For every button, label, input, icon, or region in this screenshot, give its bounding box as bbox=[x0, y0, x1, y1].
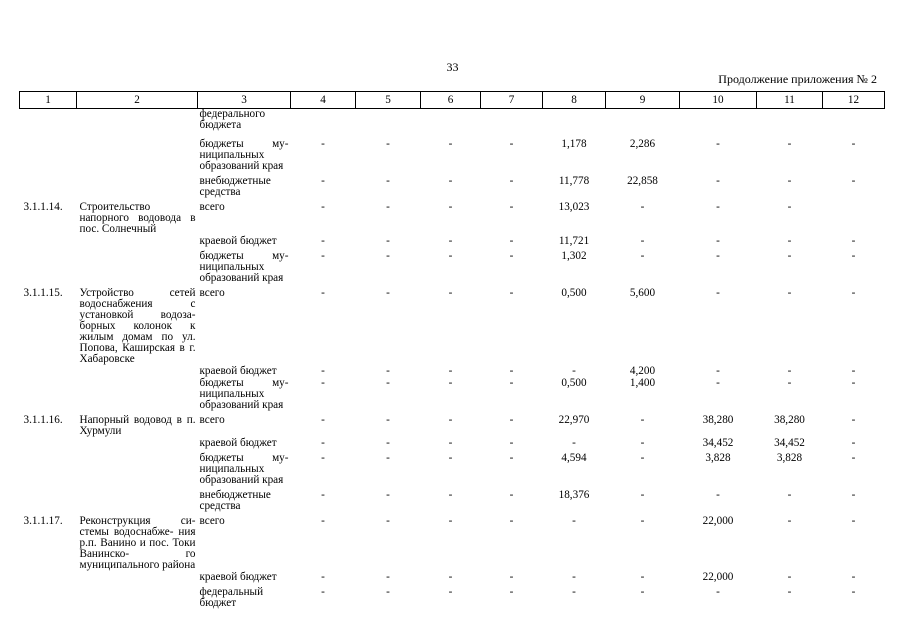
value-cell-col-6: - bbox=[448, 437, 453, 449]
value-cell-col-7: - bbox=[509, 201, 514, 213]
value-cell-col-12: - bbox=[851, 515, 856, 527]
value-cell-col-10: 22,000 bbox=[702, 515, 734, 527]
item-name bbox=[77, 172, 198, 198]
item-code bbox=[20, 235, 77, 247]
item-code bbox=[20, 247, 77, 284]
column-header-5: 5 bbox=[356, 92, 421, 109]
item-code bbox=[20, 486, 77, 512]
value-cell-col-11 bbox=[757, 109, 823, 132]
value-cell-col-8: 1,302 bbox=[561, 250, 587, 262]
value-cell-col-6: - bbox=[448, 452, 453, 464]
table-row bbox=[20, 486, 885, 512]
value-cell-col-12: - bbox=[851, 571, 856, 583]
table-row bbox=[20, 198, 885, 235]
value-cell-col-11: - bbox=[787, 489, 792, 501]
value-cell-col-10: - bbox=[716, 287, 720, 299]
value-cell-col-8: 18,376 bbox=[558, 489, 590, 501]
value-cell-col-11: - bbox=[787, 515, 792, 527]
value-cell-col-6: - bbox=[448, 489, 453, 501]
value-cell-col-11: - bbox=[787, 287, 792, 299]
value-cell-col-7: - bbox=[509, 235, 514, 247]
table-body bbox=[20, 109, 885, 610]
value-cell-col-6: - bbox=[448, 235, 453, 247]
funding-source: всего bbox=[199, 414, 225, 426]
value-cell-col-7: - bbox=[509, 250, 514, 262]
value-cell-col-5: - bbox=[386, 452, 390, 464]
value-cell-col-4: - bbox=[321, 452, 325, 464]
value-cell-col-6: - bbox=[448, 414, 453, 426]
column-header-3: 3 bbox=[198, 92, 291, 109]
value-cell-col-5 bbox=[356, 109, 421, 132]
value-cell-col-9: - bbox=[640, 489, 645, 501]
value-cell-col-5: - bbox=[386, 175, 390, 187]
item-name: Строительство напорного водовода в пос. Солнечный bbox=[79, 201, 196, 235]
value-cell-col-9: - bbox=[640, 437, 645, 449]
value-cell-col-11: 38,280 bbox=[774, 414, 805, 426]
funding-source: федерального бюджета bbox=[199, 108, 266, 131]
value-cell-col-5: - bbox=[386, 489, 390, 501]
value-cell-col-4: - bbox=[321, 201, 325, 213]
value-cell-col-12: - bbox=[851, 377, 856, 389]
item-name bbox=[77, 449, 198, 486]
item-code bbox=[20, 172, 77, 198]
value-cell-col-10: - bbox=[716, 365, 720, 377]
value-cell-col-9: 2,286 bbox=[629, 138, 656, 150]
column-header-4: 4 bbox=[291, 92, 356, 109]
item-code: 3.1.1.14. bbox=[23, 201, 63, 213]
value-cell-col-7: - bbox=[509, 437, 514, 449]
value-cell-col-11: - bbox=[787, 365, 792, 377]
funding-source: бюджеты му- ниципальных образований края bbox=[199, 138, 289, 172]
value-cell-col-6: - bbox=[448, 201, 453, 213]
funding-source: бюджеты му- ниципальных образований края bbox=[199, 377, 289, 411]
value-cell-col-11: - bbox=[787, 201, 792, 213]
table-row bbox=[20, 583, 885, 609]
value-cell-col-10: 34,452 bbox=[702, 437, 734, 449]
value-cell-col-11: 3,828 bbox=[776, 452, 803, 464]
value-cell-col-8: 11,778 bbox=[558, 175, 590, 187]
funding-source: краевой бюджет bbox=[199, 437, 277, 449]
value-cell-col-8: 22,970 bbox=[558, 414, 590, 426]
page-number: 33 bbox=[446, 60, 459, 74]
item-name: Реконструкция си- стемы водоснабже- ния р.п. Ванино и пос. Токи Ванинско- го муниципального района bbox=[79, 515, 196, 571]
value-cell-col-5: - bbox=[386, 586, 390, 598]
value-cell-col-11: - bbox=[787, 235, 792, 247]
table-row bbox=[20, 284, 885, 365]
funding-source: краевой бюджет bbox=[199, 365, 277, 377]
value-cell-col-6 bbox=[421, 109, 481, 132]
value-cell-col-4: - bbox=[321, 365, 325, 377]
value-cell-col-6: - bbox=[448, 287, 453, 299]
value-cell-col-4: - bbox=[321, 489, 325, 501]
value-cell-col-9: - bbox=[640, 414, 645, 426]
value-cell-col-7: - bbox=[509, 175, 514, 187]
item-code bbox=[20, 365, 77, 377]
value-cell-col-7: - bbox=[509, 489, 514, 501]
value-cell-col-8: 11,721 bbox=[558, 235, 590, 247]
value-cell-col-4: - bbox=[321, 287, 325, 299]
table-row bbox=[20, 247, 885, 284]
value-cell-col-4: - bbox=[321, 437, 325, 449]
value-cell-col-8: - bbox=[572, 586, 576, 598]
value-cell-col-12: - bbox=[851, 175, 856, 187]
item-name bbox=[77, 377, 198, 411]
funding-source: всего bbox=[199, 201, 225, 213]
value-cell-col-10: - bbox=[716, 250, 720, 262]
table-row bbox=[20, 377, 885, 411]
value-cell-col-5: - bbox=[386, 250, 390, 262]
value-cell-col-8: 13,023 bbox=[558, 201, 590, 213]
value-cell-col-7 bbox=[481, 109, 543, 132]
funding-source: внебюджетные средства bbox=[199, 489, 271, 512]
funding-source: краевой бюджет bbox=[199, 571, 277, 583]
value-cell-col-12: - bbox=[851, 489, 856, 501]
value-cell-col-7: - bbox=[509, 414, 514, 426]
table-row bbox=[20, 235, 885, 247]
value-cell-col-12: - bbox=[851, 452, 856, 464]
value-cell-col-9: - bbox=[640, 571, 645, 583]
value-cell-col-5: - bbox=[386, 235, 390, 247]
item-code: 3.1.1.16. bbox=[23, 414, 63, 426]
column-header-1: 1 bbox=[20, 92, 77, 109]
value-cell-col-7: - bbox=[509, 287, 514, 299]
funding-source: бюджеты му- ниципальных образований края bbox=[199, 452, 289, 486]
value-cell-col-10: - bbox=[716, 377, 720, 389]
table-row bbox=[20, 172, 885, 198]
column-header-2: 2 bbox=[77, 92, 198, 109]
value-cell-col-10 bbox=[680, 109, 757, 132]
item-code bbox=[20, 109, 77, 132]
item-name: Устройство сетей водоснабжения с установкой водоза- борных колонок к жилым домам по ул. Попова, Каширская в г. Хабаровске bbox=[79, 287, 196, 365]
value-cell-col-11: - bbox=[787, 586, 792, 598]
table-row bbox=[20, 411, 885, 437]
column-header-7: 7 bbox=[481, 92, 543, 109]
value-cell-col-11: - bbox=[787, 250, 792, 262]
value-cell-col-9: - bbox=[640, 235, 645, 247]
value-cell-col-10: - bbox=[716, 175, 720, 187]
value-cell-col-4: - bbox=[321, 377, 325, 389]
value-cell-col-10: 38,280 bbox=[702, 414, 734, 426]
item-name bbox=[77, 583, 198, 609]
value-cell-col-8: 0,500 bbox=[561, 287, 587, 299]
budget-table bbox=[19, 91, 885, 609]
funding-source: всего bbox=[199, 515, 225, 527]
column-header-6: 6 bbox=[421, 92, 481, 109]
value-cell-col-6: - bbox=[448, 377, 453, 389]
value-cell-col-12: - bbox=[851, 287, 856, 299]
value-cell-col-6: - bbox=[448, 515, 453, 527]
value-cell-col-4: - bbox=[321, 414, 325, 426]
value-cell-col-12: - bbox=[851, 138, 856, 150]
value-cell-col-9: 22,858 bbox=[627, 175, 658, 187]
value-cell-col-8: 4,594 bbox=[561, 452, 587, 464]
value-cell-col-7: - bbox=[509, 571, 514, 583]
value-cell-col-4: - bbox=[321, 138, 325, 150]
value-cell-col-5: - bbox=[386, 365, 390, 377]
table-row bbox=[20, 131, 885, 172]
value-cell-col-9 bbox=[606, 109, 680, 132]
value-cell-col-4: - bbox=[321, 235, 325, 247]
item-name: Напорный водовод в п. Хурмули bbox=[79, 414, 196, 437]
value-cell-col-12: - bbox=[851, 235, 856, 247]
value-cell-col-8: - bbox=[572, 571, 576, 583]
column-header-11: 11 bbox=[757, 92, 823, 109]
value-cell-col-12: - bbox=[851, 414, 856, 426]
item-name bbox=[77, 486, 198, 512]
column-header-12: 12 bbox=[823, 92, 885, 109]
value-cell-col-7: - bbox=[509, 138, 514, 150]
value-cell-col-11: 34,452 bbox=[774, 437, 805, 449]
value-cell-col-12 bbox=[823, 109, 885, 132]
value-cell-col-11: - bbox=[787, 175, 792, 187]
value-cell-col-5: - bbox=[386, 201, 390, 213]
value-cell-col-5: - bbox=[386, 571, 390, 583]
item-name bbox=[77, 437, 198, 449]
value-cell-col-8: - bbox=[572, 437, 576, 449]
item-code bbox=[20, 377, 77, 411]
value-cell-col-4: - bbox=[321, 250, 325, 262]
item-name bbox=[77, 131, 198, 172]
item-code bbox=[20, 571, 77, 583]
value-cell-col-10: 22,000 bbox=[702, 571, 734, 583]
value-cell-col-6: - bbox=[448, 365, 453, 377]
item-code bbox=[20, 437, 77, 449]
continuation-label: Продолжение приложения № 2 bbox=[718, 72, 877, 86]
item-name bbox=[77, 571, 198, 583]
value-cell-col-12: - bbox=[851, 365, 856, 377]
item-code bbox=[20, 449, 77, 486]
item-code: 3.1.1.15. bbox=[23, 287, 63, 299]
item-name bbox=[77, 365, 198, 377]
value-cell-col-9: 1,400 bbox=[629, 377, 656, 389]
value-cell-col-4: - bbox=[321, 515, 325, 527]
value-cell-col-7: - bbox=[509, 452, 514, 464]
column-header-10: 10 bbox=[680, 92, 757, 109]
column-header-8: 8 bbox=[543, 92, 606, 109]
item-name bbox=[77, 235, 198, 247]
value-cell-col-7: - bbox=[509, 377, 514, 389]
column-header-9: 9 bbox=[606, 92, 680, 109]
value-cell-col-5: - bbox=[386, 138, 390, 150]
value-cell-col-4: - bbox=[321, 175, 325, 187]
table-row bbox=[20, 571, 885, 583]
value-cell-col-4 bbox=[291, 109, 356, 132]
value-cell-col-10: - bbox=[716, 235, 720, 247]
table-row bbox=[20, 449, 885, 486]
item-code bbox=[20, 583, 77, 609]
table-row bbox=[20, 512, 885, 571]
table-row bbox=[20, 437, 885, 449]
funding-source: внебюджетные средства bbox=[199, 175, 271, 198]
value-cell-col-5: - bbox=[386, 515, 390, 527]
value-cell-col-9: 5,600 bbox=[629, 287, 656, 299]
value-cell-col-6: - bbox=[448, 175, 453, 187]
header-row bbox=[20, 92, 885, 109]
table-row bbox=[20, 365, 885, 377]
value-cell-col-12: - bbox=[851, 250, 856, 262]
value-cell-col-12 bbox=[823, 198, 885, 235]
value-cell-col-7: - bbox=[509, 365, 514, 377]
value-cell-col-4: - bbox=[321, 586, 325, 598]
value-cell-col-10: - bbox=[716, 489, 720, 501]
value-cell-col-12: - bbox=[851, 586, 856, 598]
value-cell-col-5: - bbox=[386, 437, 390, 449]
item-code: 3.1.1.17. bbox=[23, 515, 63, 527]
funding-source: всего bbox=[199, 287, 225, 299]
value-cell-col-9: - bbox=[640, 515, 645, 527]
value-cell-col-9: - bbox=[640, 452, 645, 464]
funding-source: федеральный бюджет bbox=[199, 586, 264, 609]
value-cell-col-7: - bbox=[509, 586, 514, 598]
value-cell-col-10: - bbox=[716, 201, 720, 213]
item-name bbox=[77, 109, 198, 132]
value-cell-col-10: - bbox=[716, 586, 720, 598]
value-cell-col-10: 3,828 bbox=[705, 452, 731, 464]
value-cell-col-8 bbox=[543, 109, 606, 132]
value-cell-col-6: - bbox=[448, 138, 453, 150]
value-cell-col-8: 0,500 bbox=[561, 377, 587, 389]
table-row bbox=[20, 109, 885, 132]
value-cell-col-7: - bbox=[509, 515, 514, 527]
value-cell-col-11: - bbox=[787, 138, 792, 150]
value-cell-col-5: - bbox=[386, 414, 390, 426]
value-cell-col-11: - bbox=[787, 377, 792, 389]
value-cell-col-5: - bbox=[386, 377, 390, 389]
value-cell-col-6: - bbox=[448, 250, 453, 262]
funding-source: бюджеты му- ниципальных образований края bbox=[199, 250, 289, 284]
value-cell-col-9: - bbox=[640, 586, 645, 598]
value-cell-col-9: - bbox=[640, 250, 645, 262]
funding-source: краевой бюджет bbox=[199, 235, 277, 247]
item-code bbox=[20, 131, 77, 172]
value-cell-col-8: - bbox=[572, 365, 576, 377]
value-cell-col-9: - bbox=[640, 201, 645, 213]
value-cell-col-6: - bbox=[448, 571, 453, 583]
value-cell-col-6: - bbox=[448, 586, 453, 598]
value-cell-col-4: - bbox=[321, 571, 325, 583]
value-cell-col-10: - bbox=[716, 138, 720, 150]
value-cell-col-8: 1,178 bbox=[561, 138, 587, 150]
value-cell-col-12: - bbox=[851, 437, 856, 449]
item-name bbox=[77, 247, 198, 284]
value-cell-col-8: - bbox=[572, 515, 576, 527]
value-cell-col-5: - bbox=[386, 287, 390, 299]
value-cell-col-11: - bbox=[787, 571, 792, 583]
value-cell-col-9: 4,200 bbox=[629, 365, 656, 377]
